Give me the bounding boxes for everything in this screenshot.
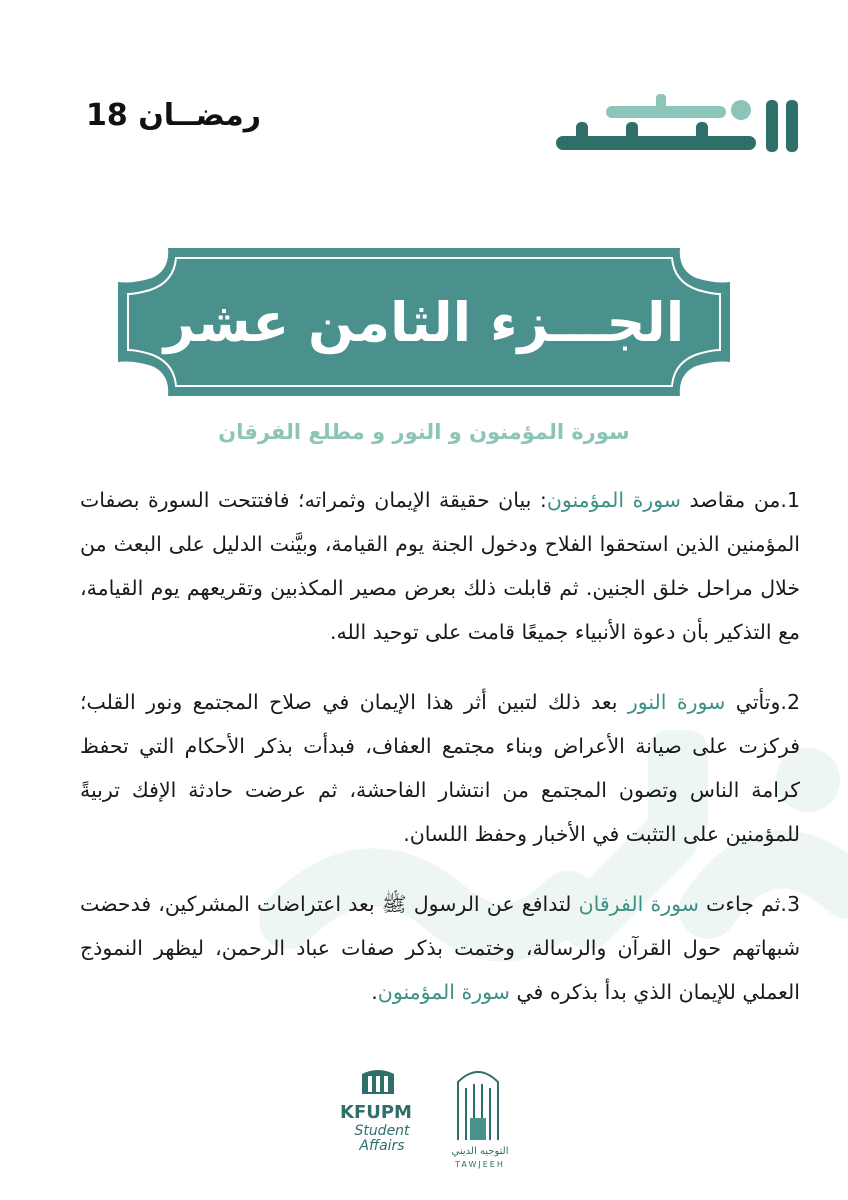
item-number: 1. <box>780 488 800 512</box>
list-item <box>80 680 800 856</box>
surah-name: سورة النور <box>627 690 726 714</box>
khulasat-logo <box>536 92 806 162</box>
surah-name: سورة المؤمنون <box>546 488 681 512</box>
ramadan-day-label: رمضــان 18 <box>86 98 261 133</box>
content-list <box>80 478 800 1014</box>
tawjeeh-tower-icon <box>458 1072 498 1140</box>
item-number: 3. <box>780 892 800 916</box>
kfupm-name: KFUPM <box>340 1102 412 1123</box>
item-text: من مقاصد <box>680 488 781 512</box>
list-item <box>80 478 800 654</box>
surah-name: سورة المؤمنون <box>377 980 510 1004</box>
item-text: . <box>371 980 378 1004</box>
tawjeeh-arabic: التوجيه الديني <box>451 1146 509 1157</box>
item-text: لتدافع عن الرسول ﷺ بعد اعتراضات المشركين، فدحضت شبهاتهم حول القرآن والرسالة، وختمت بذكر صفات عباد الرحمن، ليظهر النموذج العملي للإيمان الذي بدأ بذكره في <box>80 892 800 1004</box>
kfupm-emblem-icon <box>362 1070 394 1094</box>
kfupm-subtitle: Student Affairs <box>354 1123 410 1154</box>
tawjeeh-english: TAWJEEH <box>455 1160 505 1169</box>
juz-title: الجـــزء الثامن عشر <box>163 290 685 354</box>
item-number: 2. <box>780 690 800 714</box>
surah-name: سورة الفرقان <box>578 892 699 916</box>
item-text: ثم جاءت <box>698 892 781 916</box>
item-text: وتأتي <box>725 690 781 714</box>
list-item <box>80 882 800 1014</box>
item-text: : بيان حقيقة الإيمان وثمراته؛ فافتتحت السورة بصفات المؤمنين الذين استحقوا الفلاح ودخول الجنة يوم القيامة، وبيَّنت الدليل على البعث من خلال مراحل خلق الجنين. ثم قابلت ذلك بعرض مصير المكذبين وتقريعهم يوم القيامة، مع التذكير بأن دعوة الأنبياء جميعًا قامت على توحيد الله. <box>80 488 800 644</box>
surah-subtitle: سورة المؤمنون و النور و مطلع الفرقان <box>218 420 630 444</box>
item-text: بعد ذلك لتبين أثر هذا الإيمان في صلاح المجتمع ونور القلب؛ فركزت على صيانة الأعراض وبناء مجتمع العفاف، فبدأت بذكر الأحكام التي تحفظ كرامة الناس وتصون المجتمع من انتشار الفاحشة، ثم عرضت حادثة الإفك تربيةً للمؤمنين على التثبت في الأخبار وحفظ اللسان. <box>80 690 800 846</box>
